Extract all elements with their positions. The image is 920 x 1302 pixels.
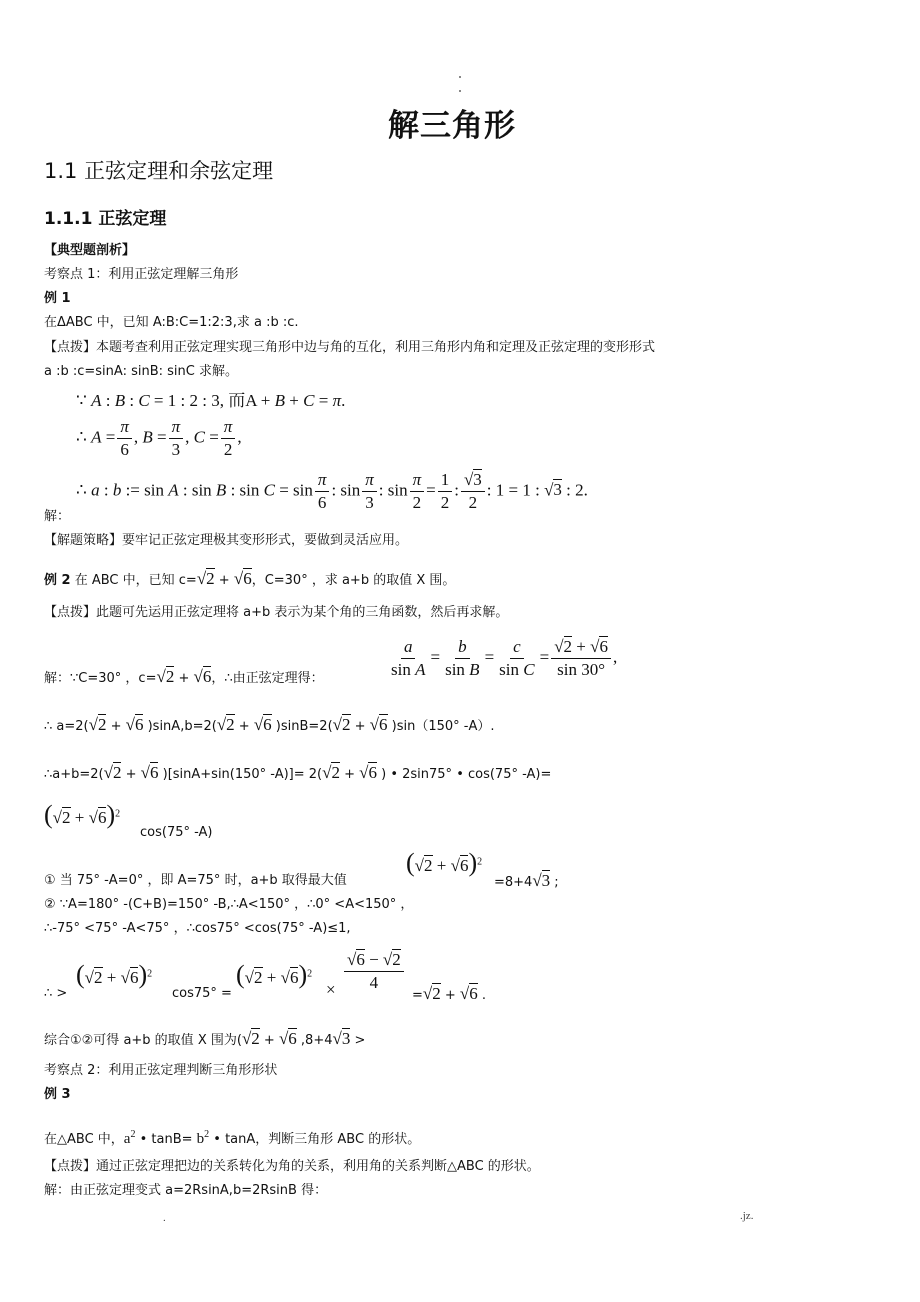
example-2-case-2c-frac: $\frac{√6 - √2}{4}$ bbox=[342, 950, 406, 993]
analysis-heading: 【典型题剖析】 bbox=[44, 243, 136, 258]
footer-right-mark: .jz. bbox=[740, 1210, 754, 1222]
example-3-problem: 在△ABC 中，$a^2$ • $\tan B= b^2$ • tanA，判断三角形 ABC 的形状。 bbox=[44, 1129, 421, 1147]
header-mark bbox=[459, 90, 461, 92]
section-heading-1-1-1: 1.1.1 正弦定理 bbox=[44, 209, 167, 229]
focus-point-1: 考察点 1：利用正弦定理解三角形 bbox=[44, 267, 239, 282]
example-1-step3: ∴ a : b := sin A : sin B : sin C = sin $\frac{\pi}{6}$ : sin $\frac{\pi}{3}$ : sin $\frac{\pi}{2}$ = $\frac{1}{2}$ : $\frac{√3}{2}$ : 1 = 1 : √3 : 2. bbox=[76, 470, 588, 512]
example-2-solution-line3: ∴a+b=2(√2 + √6 )[sinA+sin(150° -A)]= 2(√2 + √6 ) • 2sin75° • cos(75° -A)= bbox=[44, 763, 552, 782]
example-1-hint-line2: a :b :c=sinA: sinB: sinC 求解。 bbox=[44, 364, 238, 379]
example-3-hint: 【点拨】通过正弦定理把边的关系转化为角的关系，利用角的关系判断△ABC 的形状。 bbox=[44, 1159, 540, 1174]
example-1-strategy: 【解题策略】要牢记正弦定理极其变形形式，要做到灵活应用。 bbox=[44, 533, 409, 548]
example-1-problem: 在ΔABC 中，已知 A:B:C=1:2:3,求 a :b :c. bbox=[44, 315, 299, 330]
example-1-hint-line1: 【点拨】本题考查利用正弦定理实现三角形中边与角的互化，利用三角形内角和定理及正弦定理的变形形式 bbox=[44, 340, 656, 355]
example-2-case-2c-cos: cos75° = bbox=[172, 986, 232, 1001]
footer-left-mark: . bbox=[163, 1212, 166, 1224]
example-2-case-1: ① 当 75° -A=0° ，即 A=75° 时，a+b 取得最大值 bbox=[44, 873, 347, 888]
example-2-label: 例 2 bbox=[44, 573, 71, 588]
example-2-case-1-max: $(√2 + √6)^2$ bbox=[406, 848, 483, 877]
example-2-case-2c-times: × bbox=[326, 980, 336, 999]
example-2-case-2b: ∴-75° <75° -A<75° ，∴cos75° <cos(75° -A)≤1, bbox=[44, 921, 351, 936]
example-1-solution-label: 解： bbox=[44, 509, 71, 524]
example-2-case-2c: ∴ > bbox=[44, 986, 68, 1001]
example-3-label: 例 3 bbox=[44, 1087, 71, 1102]
section-heading-1-1: 1.1 正弦定理和余弦定理 bbox=[44, 159, 274, 183]
focus-point-2: 考察点 2：利用正弦定理判断三角形形状 bbox=[44, 1063, 278, 1078]
example-2-case-2c-expr1: $(√2 + √6)^2$ bbox=[76, 960, 153, 989]
example-2-solution-line4-cos: cos(75° -A) bbox=[140, 825, 213, 840]
example-2-hint: 【点拨】此题可先运用正弦定理将 a+b 表示为某个角的三角函数，然后再求解。 bbox=[44, 605, 509, 620]
example-2-case-1-value: =8+4√3 ; bbox=[494, 871, 559, 890]
example-2-sine-rule-formula: $\frac{a}{\text{sin A}}$ = $\frac{b}{\text{sin B}}$ = $\frac{c}{\text{sin C}}$ = $\frac{√2 + √6}{\sin 30^\circ}$ , bbox=[391, 637, 618, 679]
example-2-conclusion: 综合①②可得 a+b 的取值 X 围为(√2 + √6 ,8+4√3 > bbox=[44, 1029, 366, 1048]
example-2-solution-line2: ∴ a=2(√2 + √6 )sinA,b=2(√2 + √6 )sinB=2(√2 + √6 )sin（150° -A）. bbox=[44, 715, 495, 734]
example-2-case-2c-expr2: $(√2 + √6)^2$ bbox=[236, 960, 313, 989]
example-1-step1: ∵ A : B : C = 1 : 2 : 3, 而A + B + C = π. bbox=[76, 391, 346, 410]
example-1-label: 例 1 bbox=[44, 291, 71, 306]
example-2-problem: 例 2 在 ABC 中，已知 c=√2 + √6，C=30° ，求 a+b 的取值 X 围。 bbox=[44, 569, 456, 588]
example-1-step2: ∴ A = $\frac{\pi}{6}$ , B = $\frac{\pi}{3}$ , C = $\frac{\pi}{2}$ , bbox=[76, 417, 242, 459]
example-2-case-2: ② ∵A=180° -(C+B)=150° -B,∴A<150° ，∴0° <A<150° ， bbox=[44, 897, 414, 912]
page-title: 解三角形 bbox=[388, 108, 516, 144]
example-2-solution-line1: 解：∵C=30° ，c=√2 + √6，∴由正弦定理得： bbox=[44, 667, 324, 686]
example-2-solution-line4: $(√2 + √6)^2$ bbox=[44, 800, 121, 829]
header-mark bbox=[459, 76, 461, 78]
example-3-solution: 解：由正弦定理变式 a=2RsinA,b=2RsinB 得： bbox=[44, 1183, 328, 1198]
example-2-case-2c-result: =√2 + √6 . bbox=[412, 984, 487, 1003]
